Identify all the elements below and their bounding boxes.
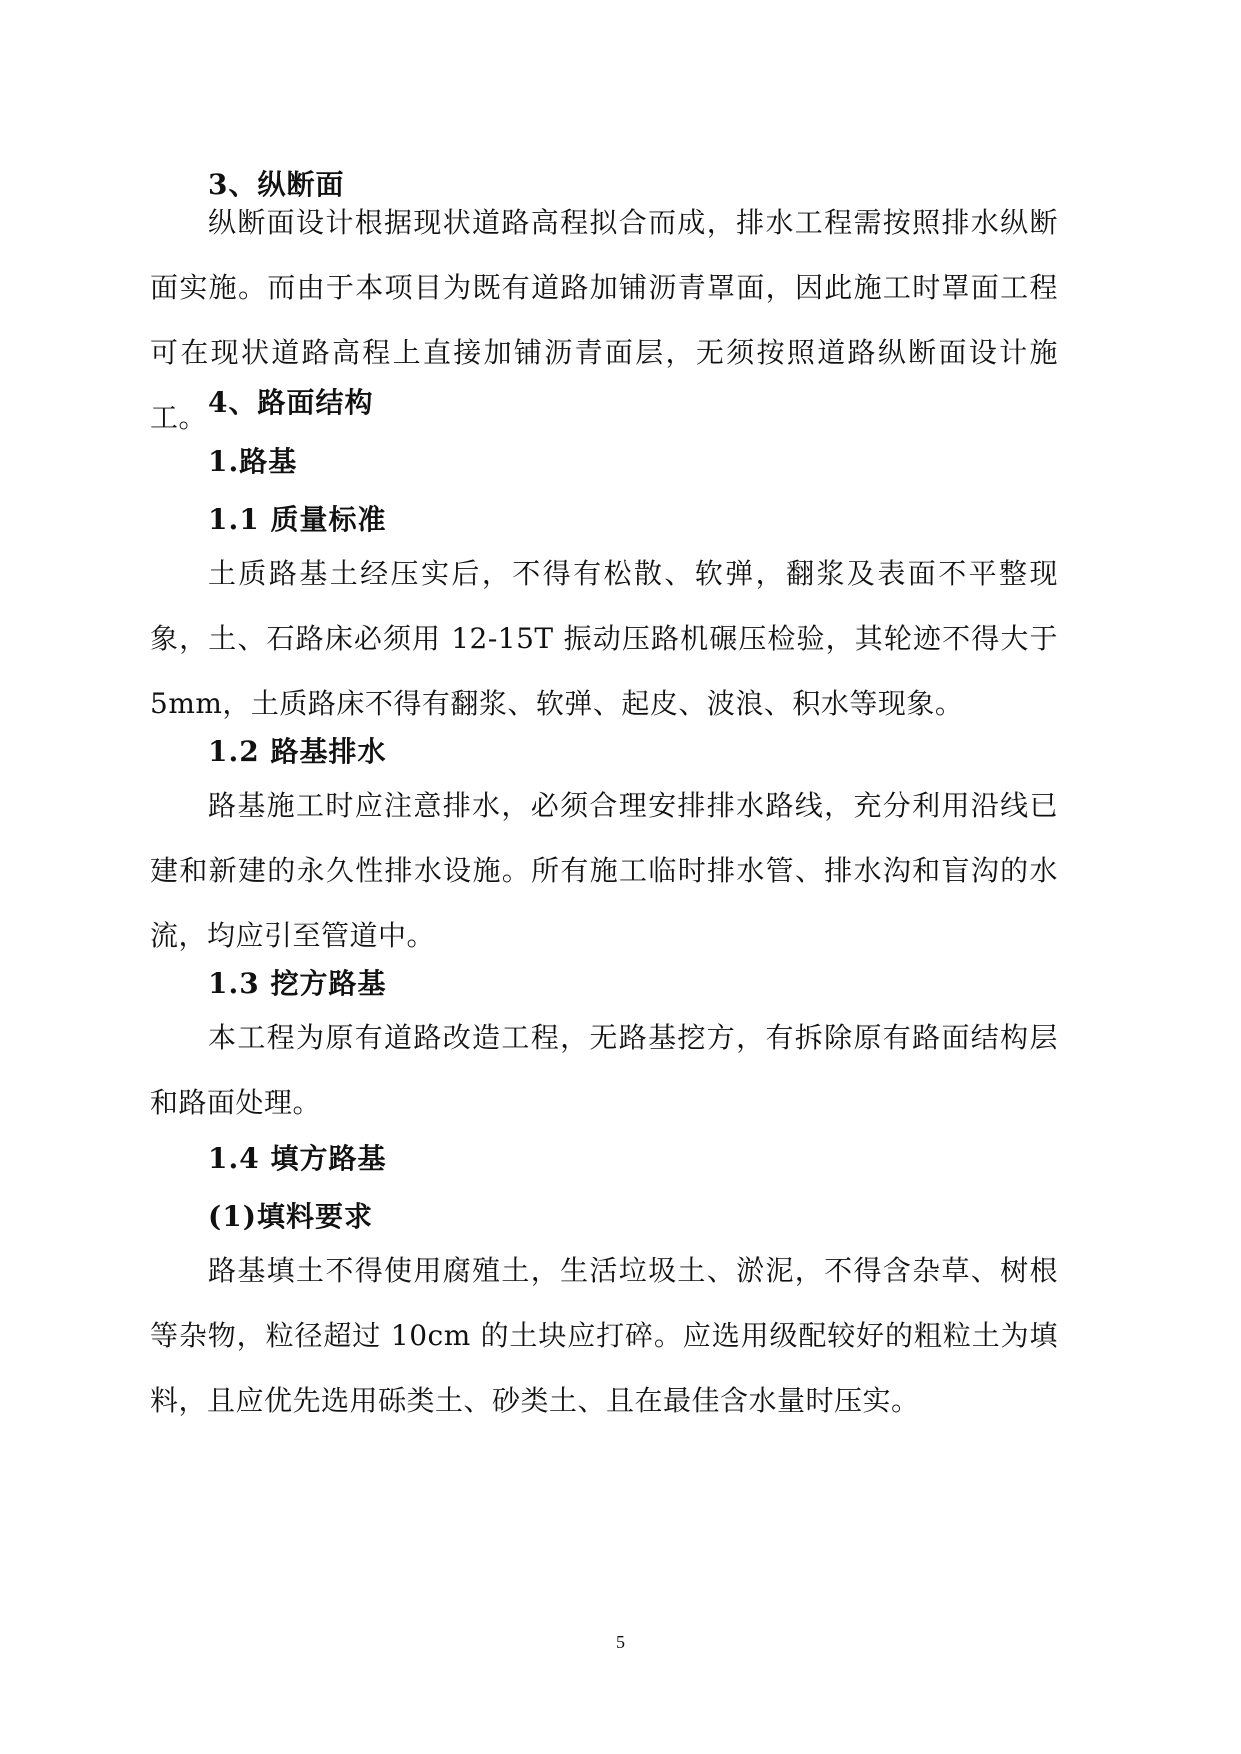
heading-pavement-structure: 4、路面结构	[208, 386, 374, 419]
heading-subgrade: 1.路基	[208, 445, 298, 478]
heading-fill-subgrade: 1.4 填方路基	[208, 1142, 387, 1175]
heading-subgrade-drainage: 1.2 路基排水	[208, 735, 387, 768]
paragraph-fill-requirements: 路基填土不得使用腐殖土，生活垃圾土、淤泥，不得含杂草、树根等杂物，粒径超过 10cm 的土块应打碎。应选用级配较好的粗粒土为填料，且应优先选用砾类土、砂类土、且在最佳含水量时压实。	[150, 1254, 1058, 1417]
heading-quality-standard: 1.1 质量标准	[208, 503, 387, 536]
heading-longitudinal-section: 3、纵断面	[208, 168, 345, 201]
page-number: 5	[616, 1632, 625, 1652]
heading-cut-subgrade: 1.3 挖方路基	[208, 967, 387, 1000]
heading-fill-requirements: (1)填料要求	[208, 1200, 373, 1233]
paragraph-cut-subgrade: 本工程为原有道路改造工程，无路基挖方，有拆除原有路面结构层和路面处理。	[150, 1021, 1058, 1119]
paragraph-subgrade-drainage: 路基施工时应注意排水，必须合理安排排水路线，充分利用沿线已建和新建的永久性排水设施。所有施工临时排水管、排水沟和盲沟的水流，均应引至管道中。	[150, 789, 1058, 952]
paragraph-quality-standard: 土质路基土经压实后，不得有松散、软弹，翻浆及表面不平整现象，土、石路床必须用 12-15T 振动压路机碾压检验，其轮迹不得大于 5mm，土质路床不得有翻浆、软弹、起皮、波浪、积水等现象。	[150, 557, 1058, 720]
paragraph-longitudinal-section: 纵断面设计根据现状道路高程拟合而成，排水工程需按照排水纵断面实施。而由于本项目为既有道路加铺沥青罩面，因此施工时罩面工程可在现状道路高程上直接加铺沥青面层，无须按照道路纵断面设计施工。	[150, 206, 1058, 434]
